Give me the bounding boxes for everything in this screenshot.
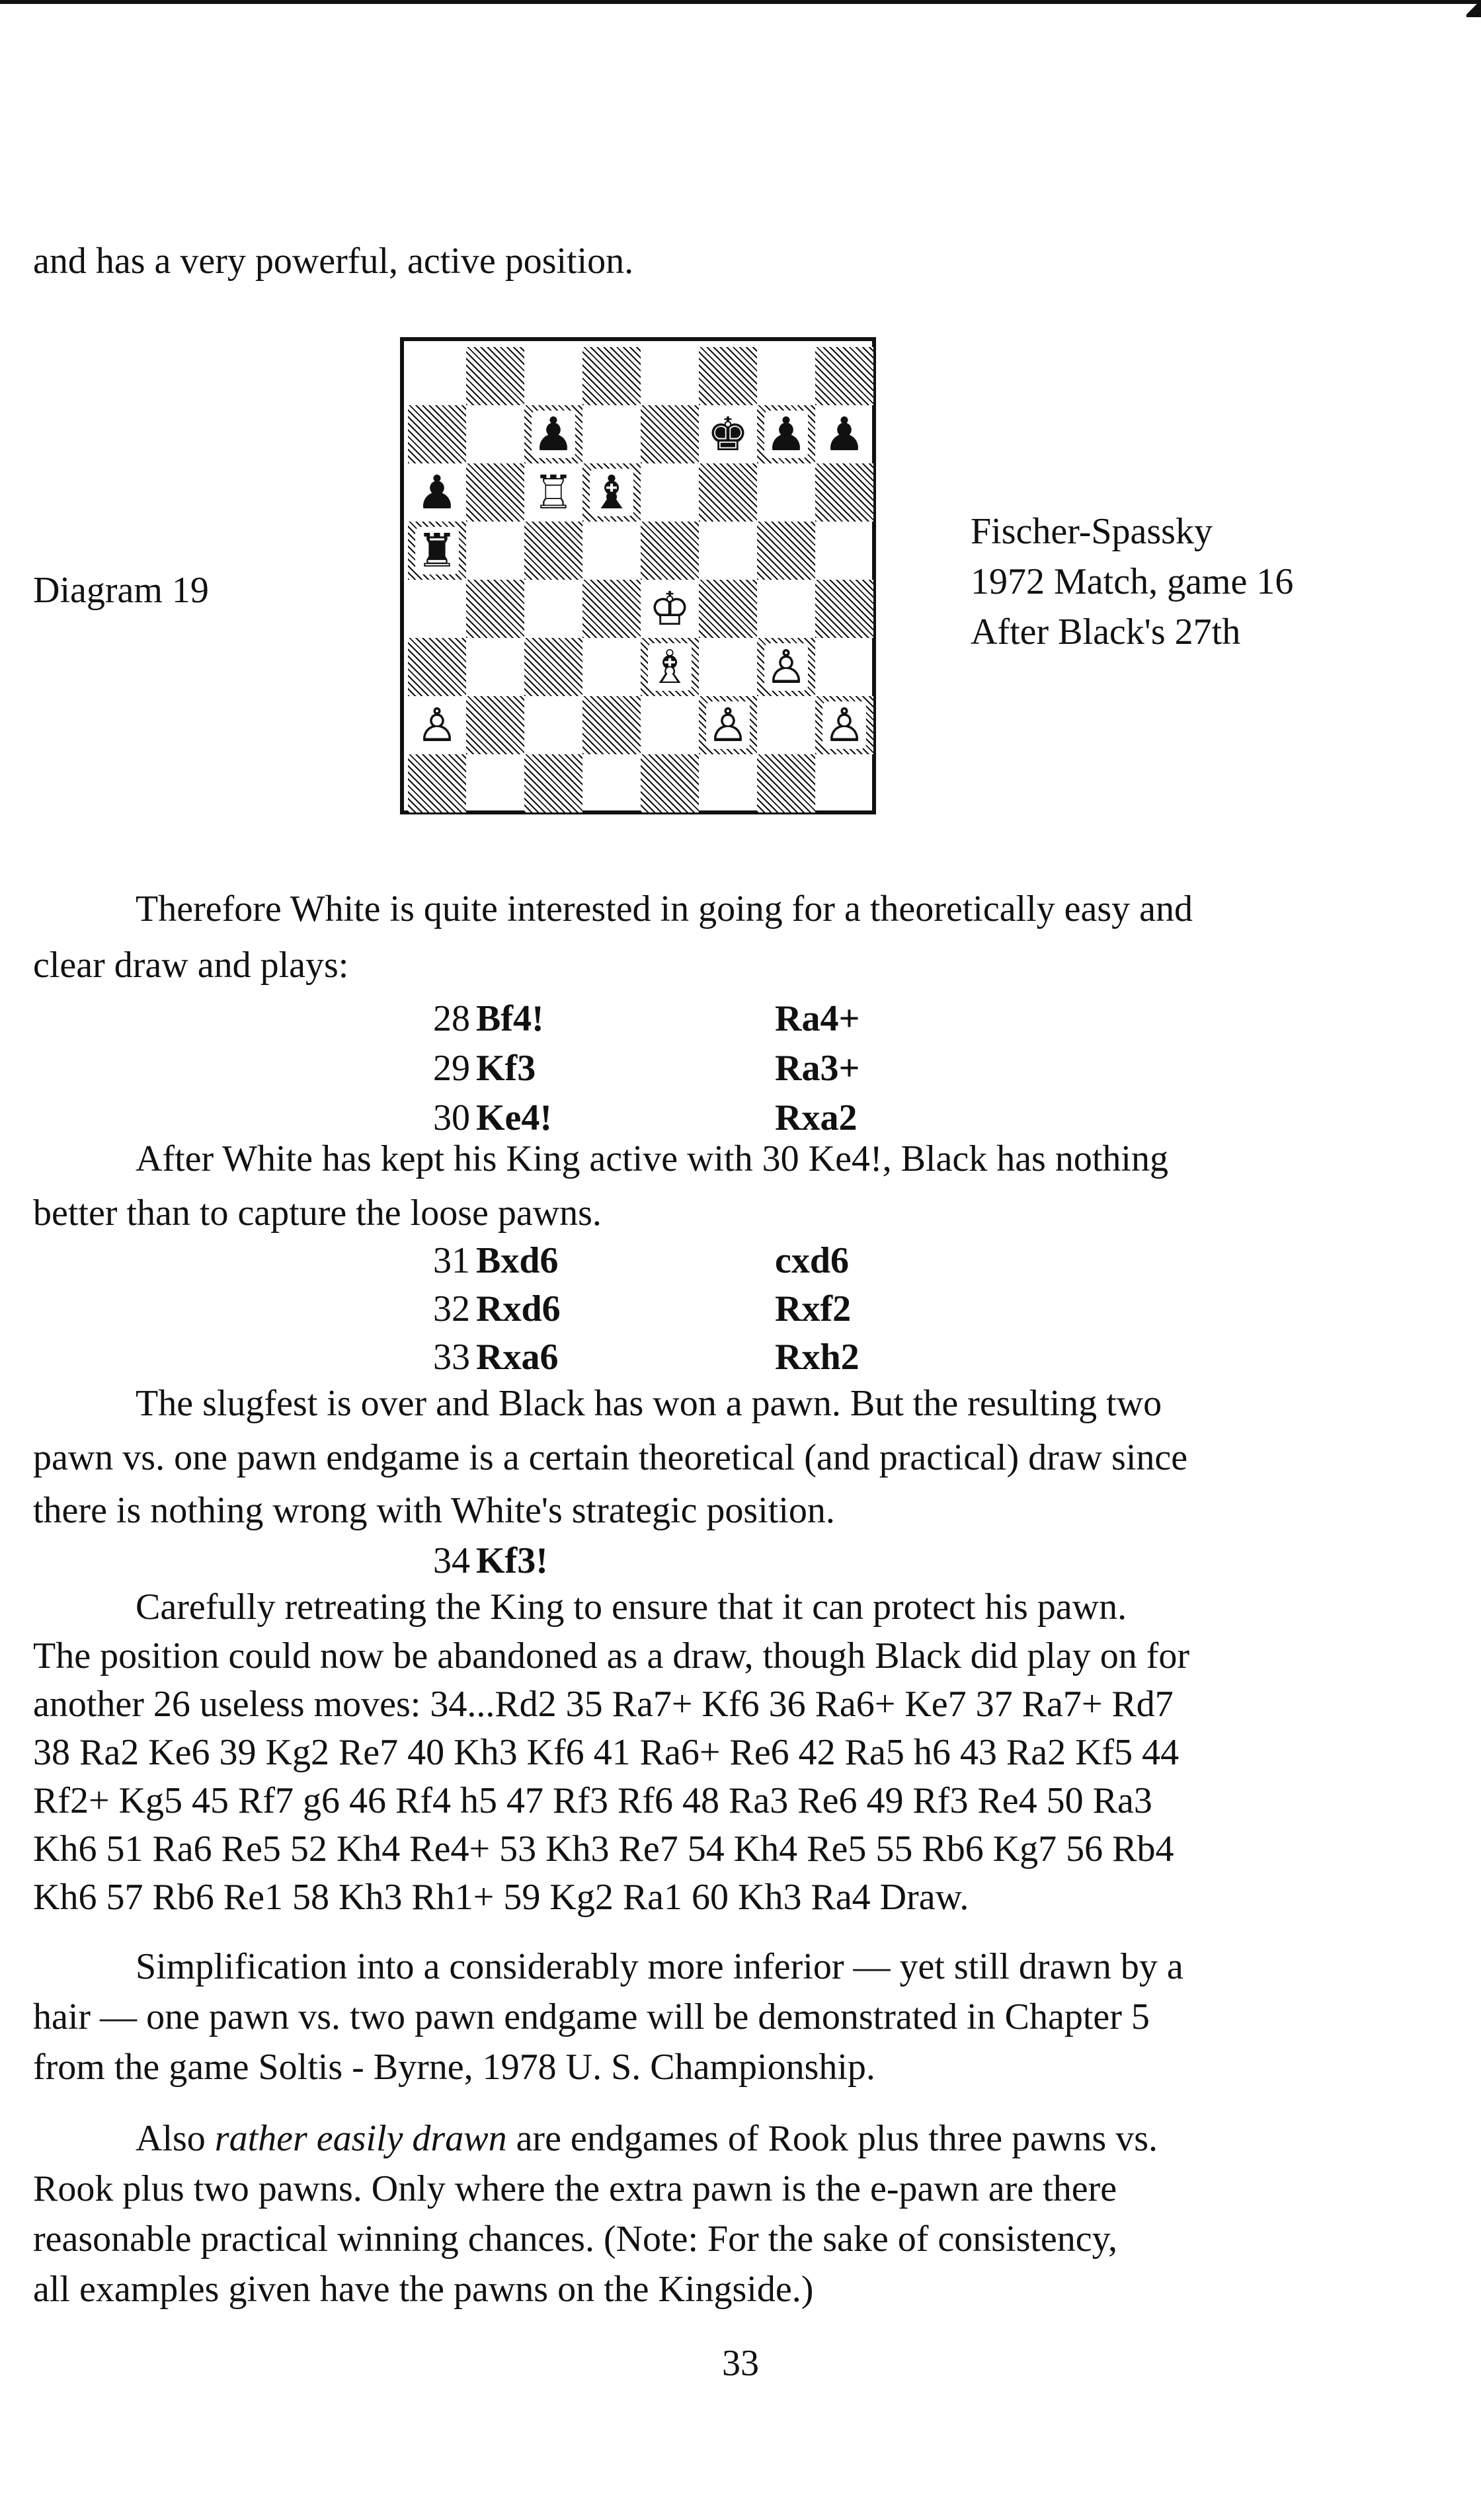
black-rook-icon (408, 522, 466, 580)
black-king-icon (699, 405, 757, 463)
board-square (815, 347, 873, 405)
diagram-caption-players: Fischer-Spassky (971, 511, 1213, 552)
board-square (757, 754, 815, 812)
board-square (699, 754, 757, 812)
board-square (466, 405, 524, 463)
board-square (757, 696, 815, 754)
para4-line: another 26 useless moves: 34...Rd2 35 Ra7+ Kf6 36 Ra6+ Ke7 37 Ra7+ Rd7 (33, 1684, 1174, 1725)
board-square (757, 522, 815, 580)
black-pawn-icon (815, 405, 873, 463)
para3-line: pawn vs. one pawn endgame is a certain theoretical (and practical) draw since (33, 1437, 1188, 1478)
board-square (641, 463, 699, 522)
board-square (815, 638, 873, 696)
para1-line: Therefore White is quite interested in going for a theoretically easy and (136, 888, 1193, 929)
piece-glyph: ♔ (649, 582, 691, 636)
diagram-label: Diagram 19 (33, 570, 209, 611)
para3-line: there is nothing wrong with White's strategic position. (33, 1490, 835, 1531)
corner-mark (1466, 0, 1481, 17)
piece-glyph: ♟ (532, 407, 575, 461)
white-move: Bxd6 (476, 1240, 559, 1281)
para1-line: clear draw and plays: (33, 945, 349, 986)
board-square (524, 347, 582, 405)
board-square (524, 696, 582, 754)
piece-glyph: ♙ (707, 698, 749, 752)
board-square (408, 754, 466, 812)
piece-glyph: ♟ (823, 407, 865, 461)
board-square (582, 754, 641, 812)
black-bishop-icon (582, 463, 641, 522)
piece-glyph: ♙ (416, 698, 458, 752)
board-square (466, 347, 524, 405)
white-move: Rxd6 (476, 1288, 561, 1329)
board-square (408, 405, 466, 463)
para4-line: The position could now be abandoned as a draw, though Black did play on for (33, 1635, 1190, 1676)
piece-glyph: ♜ (416, 524, 458, 578)
white-pawn-icon (408, 696, 466, 754)
board-square (582, 463, 641, 522)
board-square (582, 347, 641, 405)
chess-board (408, 347, 873, 812)
board-square (582, 405, 641, 463)
board-square (466, 696, 524, 754)
move-number: 31 (433, 1240, 470, 1281)
white-pawn-icon (757, 638, 815, 696)
board-square (815, 463, 873, 522)
white-rook-icon (524, 463, 582, 522)
board-square (408, 696, 466, 754)
top-rule (0, 0, 1481, 4)
board-square (815, 405, 873, 463)
white-pawn-icon (815, 696, 873, 754)
para6-text: Also (136, 2118, 215, 2159)
para6-italic-phrase: rather easily drawn (214, 2118, 507, 2159)
board-square (699, 463, 757, 522)
board-square (757, 638, 815, 696)
board-square (408, 522, 466, 580)
para4-line: Rf2+ Kg5 45 Rf7 g6 46 Rf4 h5 47 Rf3 Rf6 48 Ra3 Re6 49 Rf3 Re4 50 Ra3 (33, 1780, 1152, 1821)
board-square (466, 580, 524, 638)
move-number: 32 (433, 1288, 470, 1329)
board-square (524, 754, 582, 812)
black-pawn-icon (524, 405, 582, 463)
board-square (641, 754, 699, 812)
para6-line: Rook plus two pawns. Only where the extra pawn is the e-pawn are there (33, 2168, 1117, 2209)
board-square (757, 463, 815, 522)
board-square (699, 696, 757, 754)
board-square (815, 522, 873, 580)
board-square (757, 580, 815, 638)
piece-glyph: ♟ (765, 407, 807, 461)
board-square (582, 696, 641, 754)
board-square (815, 580, 873, 638)
black-move: Rxa2 (775, 1097, 858, 1138)
board-square (757, 405, 815, 463)
board-square (524, 463, 582, 522)
black-move: Ra4+ (775, 998, 860, 1039)
board-square (466, 754, 524, 812)
black-move: Ra3+ (775, 1048, 860, 1089)
piece-glyph: ♝ (590, 465, 633, 520)
board-square (582, 522, 641, 580)
board-square (699, 580, 757, 638)
board-square (699, 405, 757, 463)
para4-line: Carefully retreating the King to ensure that it can protect his pawn. (136, 1587, 1127, 1628)
diagram-caption-position: After Black's 27th (971, 611, 1241, 652)
board-square (408, 638, 466, 696)
board-square (582, 638, 641, 696)
board-square (408, 580, 466, 638)
white-move: Rxa6 (476, 1337, 559, 1378)
board-square (466, 522, 524, 580)
move-number: 30 (433, 1097, 470, 1138)
intro-line: and has a very powerful, active position. (33, 241, 634, 282)
page-number: 33 (722, 2343, 759, 2384)
black-pawn-icon (757, 405, 815, 463)
board-square (699, 347, 757, 405)
para5-line: Simplification into a considerably more inferior — yet still drawn by a (136, 1946, 1183, 1987)
para4-line: Kh6 57 Rb6 Re1 58 Kh3 Rh1+ 59 Kg2 Ra1 60 Kh3 Ra4 Draw. (33, 1877, 969, 1918)
white-pawn-icon (699, 696, 757, 754)
board-square (466, 638, 524, 696)
piece-glyph: ♙ (765, 640, 807, 694)
piece-glyph: ♟ (416, 465, 458, 520)
black-pawn-icon (408, 463, 466, 522)
board-square (524, 638, 582, 696)
white-move: Kf3! (476, 1540, 548, 1581)
board-square (582, 580, 641, 638)
white-king-icon (641, 580, 699, 638)
board-square (641, 405, 699, 463)
move-number: 28 (433, 998, 470, 1039)
board-square (524, 580, 582, 638)
white-move: Kf3 (476, 1048, 536, 1089)
board-square (408, 463, 466, 522)
board-square (815, 696, 873, 754)
move-number: 33 (433, 1337, 470, 1378)
board-square (699, 522, 757, 580)
white-bishop-icon (641, 638, 699, 696)
para5-line: hair — one pawn vs. two pawn endgame will be demonstrated in Chapter 5 (33, 1996, 1150, 2037)
board-square (641, 347, 699, 405)
board-square (641, 638, 699, 696)
para3-line: The slugfest is over and Black has won a pawn. But the resulting two (136, 1383, 1162, 1424)
para6-line (136, 2115, 1158, 2162)
piece-glyph: ♙ (823, 698, 865, 752)
piece-glyph: ♚ (707, 407, 749, 461)
piece-glyph: ♖ (532, 465, 575, 520)
board-square (524, 522, 582, 580)
board-square (524, 405, 582, 463)
black-move: Rxh2 (775, 1337, 860, 1378)
diagram-caption-event: 1972 Match, game 16 (971, 561, 1294, 602)
black-move: cxd6 (775, 1240, 849, 1281)
para2-line: better than to capture the loose pawns. (33, 1193, 602, 1234)
move-number: 29 (433, 1048, 470, 1089)
board-square (641, 696, 699, 754)
para2-line: After White has kept his King active with 30 Ke4!, Black has nothing (136, 1138, 1168, 1179)
white-move: Ke4! (476, 1097, 553, 1138)
white-move: Bf4! (476, 998, 544, 1039)
board-square (815, 754, 873, 812)
board-square (641, 580, 699, 638)
para6-line: all examples given have the pawns on the Kingside.) (33, 2269, 814, 2310)
black-move: Rxf2 (775, 1288, 852, 1329)
board-square (641, 522, 699, 580)
para4-line: Kh6 51 Ra6 Re5 52 Kh4 Re4+ 53 Kh3 Re7 54 Kh4 Re5 55 Rb6 Kg7 56 Rb4 (33, 1829, 1174, 1870)
board-square (699, 638, 757, 696)
board-square (466, 463, 524, 522)
board-square (757, 347, 815, 405)
board-square (408, 347, 466, 405)
piece-glyph: ♗ (649, 640, 691, 694)
para6-text: are endgames of Rook plus three pawns vs. (506, 2118, 1158, 2159)
para4-line: 38 Ra2 Ke6 39 Kg2 Re7 40 Kh3 Kf6 41 Ra6+ Re6 42 Ra5 h6 43 Ra2 Kf5 44 (33, 1732, 1180, 1773)
para5-line: from the game Soltis - Byrne, 1978 U. S. Championship. (33, 2047, 875, 2088)
move-number: 34 (433, 1540, 470, 1581)
para6-line: reasonable practical winning chances. (Note: For the sake of consistency, (33, 2219, 1117, 2260)
